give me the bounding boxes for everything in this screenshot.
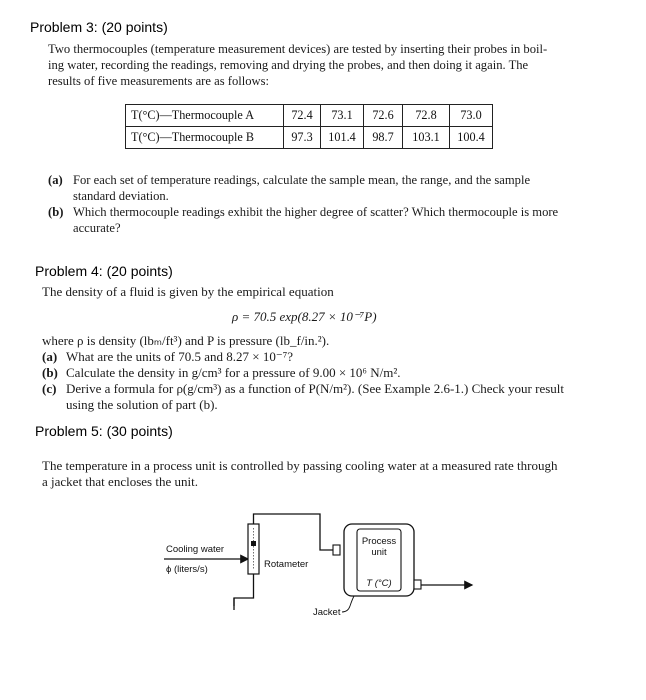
problem4-equation [232,309,377,325]
rotameter-float [251,541,256,546]
equation-text: ρ = 70.5 exp(8.27 × 10⁻⁷P) [232,309,377,324]
problem3-part-b [48,204,596,236]
table-cell: 103.1 [403,127,450,149]
table-cell: 72.8 [403,105,450,127]
table-cell: 73.1 [321,105,364,127]
problem5-heading: Problem 5: (30 points) [35,423,173,439]
problem4-intro: The density of a fluid is given by the empirical equation [42,284,334,299]
problem3-intro-line: Two thermocouples (temperature measurement devices) are tested by inserting their probes in boil- [48,42,548,56]
problem3-intro-line: ing water, recording the readings, removing and drying the probes, and then doing it again. The [48,58,529,72]
table-cell: 97.3 [284,127,321,149]
pipe-to-jacket [254,514,334,550]
table-cell: 73.0 [450,105,493,127]
table-row [126,127,493,149]
problem5-text-line: a jacket that encloses the unit. [42,474,198,489]
part-line: accurate? [73,221,121,235]
problem5-text-line: The temperature in a process unit is controlled by passing cooling water at a measured rate through [42,458,558,473]
part-line: standard deviation. [73,189,169,203]
part-label: (a) [42,349,58,364]
table-cell: 72.6 [364,105,403,127]
part-line: Calculate the density in g/cm³ for a pressure of 9.00 × 10⁶ N/m². [66,365,401,380]
problem3-heading: Problem 3: (20 points) [30,19,168,35]
part-label: (b) [42,365,58,380]
rotameter-label: Rotameter [264,559,309,570]
temperature-label: T (°C) [366,578,392,589]
problem4-part-a [42,349,614,365]
part-label: (b) [48,205,64,219]
problem3-part-a [48,172,596,204]
part-line: Derive a formula for ρ(g/cm³) as a function of P(N/m²). (See Example 2.6-1.) Check your result [66,381,565,396]
thermocouple-table-wrapper [125,104,493,149]
part-line: using the solution of part (b). [66,397,218,412]
problem4-part-c [42,381,614,413]
cooling-jacket-diagram [150,500,490,625]
pipe-lower [234,574,254,606]
table-row-label: T(°C)—Thermocouple A [126,105,284,127]
part-label: (c) [42,381,57,396]
table-row-label: T(°C)—Thermocouple B [126,127,284,149]
part-line: For each set of temperature readings, calculate the sample mean, the range, and the sample [73,173,531,187]
thermocouple-table [125,104,493,149]
flow-rate-label: ϕ (liters/s) [166,564,208,575]
part-line: Which thermocouple readings exhibit the higher degree of scatter? Which thermocouple is more [73,205,559,219]
problem5-text [42,458,602,490]
table-cell: 100.4 [450,127,493,149]
part-label: (a) [48,173,63,187]
table-row [126,105,493,127]
table-cell: 72.4 [284,105,321,127]
table-cell: 101.4 [321,127,364,149]
problem3-intro [48,41,596,89]
problem4-where-line: where ρ is density (lbₘ/ft³) and P is pressure (lb_f/in.²). [42,333,330,348]
cooling-water-label: Cooling water [166,544,225,555]
part-line: What are the units of 70.5 and 8.27 × 10⁻⁷? [66,349,294,364]
jacket-label: Jacket [313,607,341,618]
problem3-intro-line: results of five measurements are as follows: [48,74,270,88]
problem4-part-b [42,365,614,381]
unit-label: unit [371,547,387,558]
problem4-heading: Problem 4: (20 points) [35,263,173,279]
process-label: Process [361,536,397,547]
table-cell: 98.7 [364,127,403,149]
